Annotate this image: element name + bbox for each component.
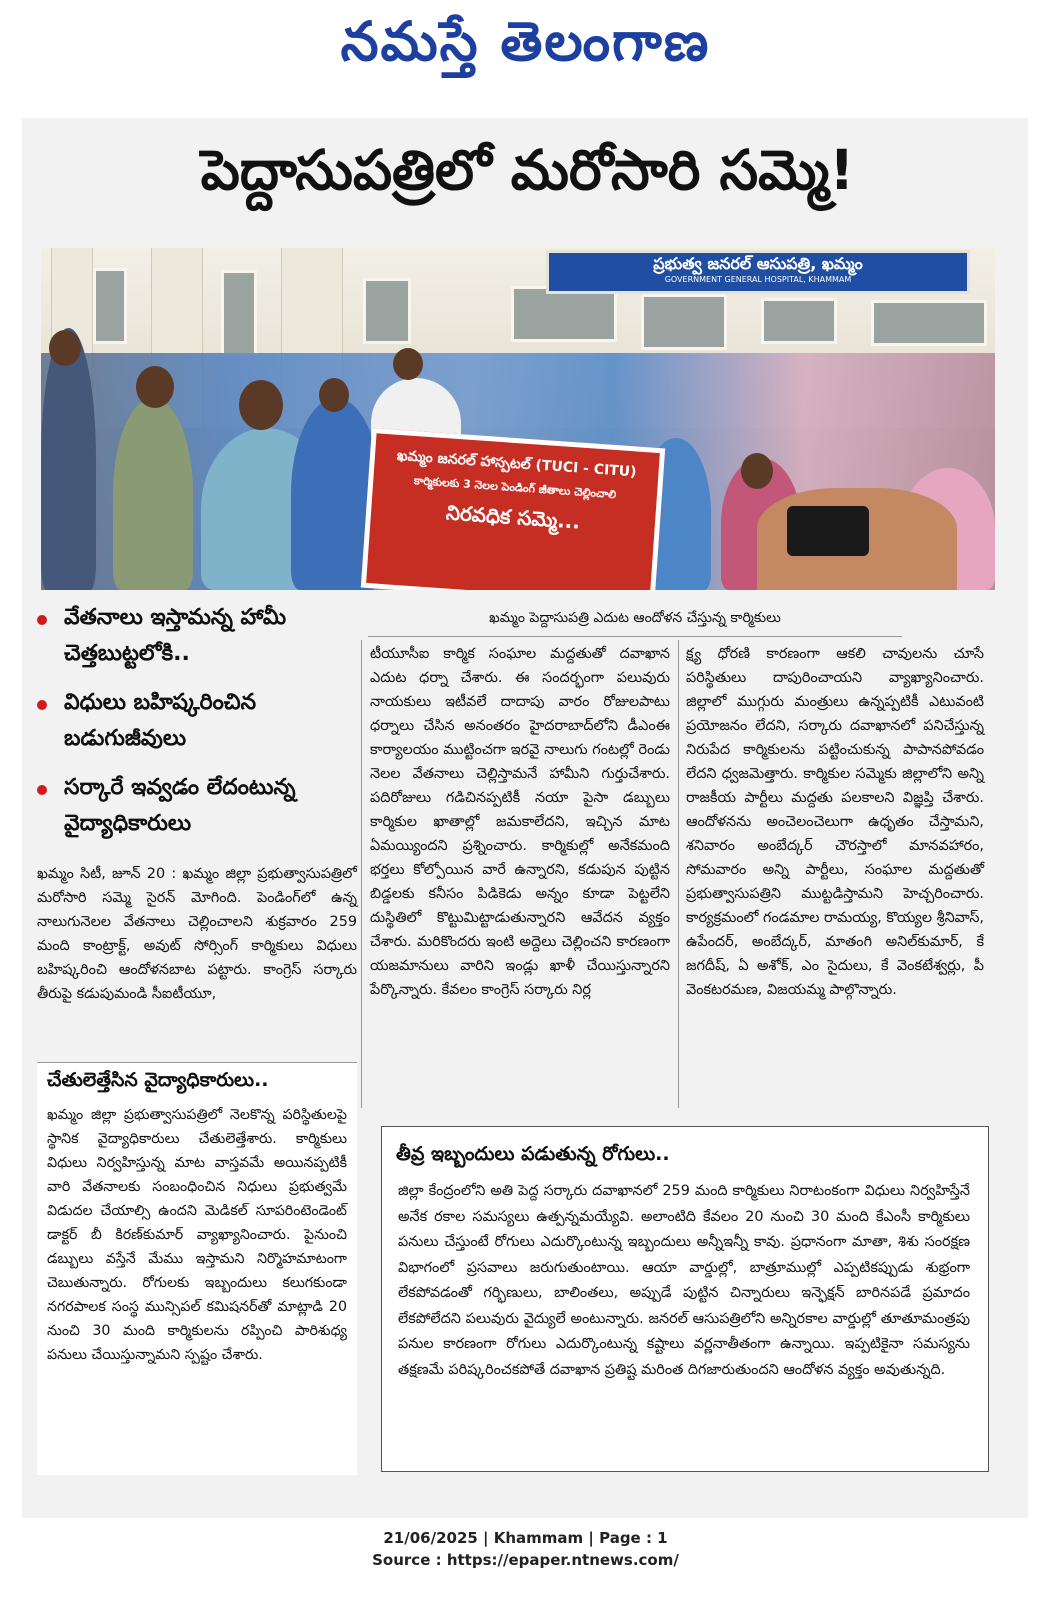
highlight-item: వేతనాలు ఇస్తామన్న హామీ చెత్తబుట్టలోకి.. <box>37 600 357 672</box>
article-photo <box>41 248 995 590</box>
box-body: ఖమ్మం జిల్లా ప్రభుత్వాసుపత్రిలో నెలకొన్న పరిస్థితులపై స్థానిక వైద్యాధికారులు చేతులెత్తేశారు. కార్మికులు విధులు నిర్వహిస్తున్న మాట వాస్తవమే అయినప్పటికీ వారి వేతనాలకు సంబంధించిన నిధులు ప్రభుత్వమే విడుదల చేయాల్సి ఉందని మెడికల్ సూపరింటెండెంట్ డాక్టర్ బీ కిరణ్‌కుమార్ వ్యాఖ్యానించారు. పైనుంచి డబ్బులు వస్తేనే మేము ఇస్తామని నిర్మొహమాటంగా చెబుతున్నారు. రోగులకు ఇబ్బందులు కలుగకుండా నగరపాలక సంస్థ మున్సిపల్ కమిషనర్‌తో మాట్లాడి 20 నుంచి 30 మంది కార్మికులను రప్పించి పారిశుధ్య పనులు చేయిస్తున్నామని స్పష్టం చేశారు. <box>47 1107 347 1363</box>
masthead-logo: నమస్తే తెలంగాణ <box>340 9 711 73</box>
highlight-item: సర్కారే ఇవ్వడం లేదంటున్న వైద్యాధికారులు <box>37 770 357 842</box>
footer-date-edition: 21/06/2025 | Khammam | Page : 1 <box>383 1529 668 1547</box>
box-title: చేతులెత్తేసిన వైద్యాధికారులు.. <box>47 1069 269 1091</box>
footer-source: Source : https://epaper.ntnews.com/ <box>372 1551 679 1569</box>
bullet-icon <box>37 615 47 625</box>
article-column-2: టీయూసీఐ కార్మిక సంఘాల మద్దతుతో దవాఖాన ఎదుట ధర్నా చేశారు. ఈ సందర్భంగా పలువురు నాయకులు ఇటీవలే దాదాపు వారం రోజులపాటు ధర్నాలు చేసిన అనంతరం హైదరాబాద్‌లోని డీఎంఈ కార్యాలయం ముట్టించగా ఇరవై నాలుగు గంటల్లో రెండు నెలల వేతనాలు చెల్లిస్తామనే హామీని గుర్తుచేశారు. పదిరోజులు గడిచినప్పటికీ నయా పైసా డబ్బులు కార్మికుల ఖాతాల్లో జమకాలేదని, ఇచ్చిన మాట ఏమయ్యిందని ప్రశ్నించారు. కార్మికుల్లో అనేకమంది భర్తలు కోల్పోయిన వారే ఉన్నారని, కడుపున పుట్టిన బిడ్డలకు కనీసం పిడికెడు అన్నం కూడా పెట్టలేని దుస్థితిలో కొట్టుమిట్టాడుతున్నారని ఆవేదన వ్యక్తం చేశారు. మరికొందరు ఇంటి అద్దెలు చెల్లించని కారణంగా యజమానులు వారిని ఇండ్లు ఖాళీ చేయిస్తున్నారని పేర్కొన్నారు. కేవలం కాంగ్రెస్ సర్కారు నిర్ల <box>370 646 670 998</box>
sidebar-box-patients <box>381 1126 989 1472</box>
article-column-1: ఖమ్మం సిటీ, జూన్ 20 : ఖమ్మం జిల్లా ప్రభుత్వాసుపత్రిలో మరోసారి సమ్మె సైరన్ మోగింది. పెండింగ్‌లో ఉన్న నాలుగునెలల వేతనాలు చెల్లించాలని శుక్రవారం 259 మంది కాంట్రాక్ట్, అవుట్ సోర్సింగ్ కార్మికులు విధులు బహిష్కరించి ఆందోళనబాట పట్టారు. కాంగ్రెస్ సర్కారు తీరుపై కడుపుమండి సీఐటీయూ, <box>37 866 357 1002</box>
page-footer <box>0 1527 1051 1571</box>
article-column-3: క్ష్య ధోరణి కారణంగా ఆకలి చావులను చూసే పరిస్థితులు దాపురించాయని వ్యాఖ్యానించారు. జిల్లాలో ముగ్గురు మంత్రులు ఉన్నప్పటికీ ఎటువంటి ప్రయోజనం లేదని, సర్కారు దవాఖానలో పనిచేస్తున్న నిరుపేద కార్మికులను పట్టించుకున్న పాపానపోవడం లేదని ధ్వజమెత్తారు. కార్మికుల సమ్మెకు జిల్లాలోని అన్ని రాజకీయ పార్టీలు మద్దతు పలకాలని విజ్ఞప్తి చేశారు. ఆందోళనను అంచెలంచెలుగా ఉధృతం చేస్తామని, శనివారం అంబేద్కర్ చౌరస్తాలో మానవహారం, సోమవారం అన్ని పార్టీలు, సంఘాల మద్దతుతో ప్రభుత్వాసుపత్రిని ముట్టడిస్తామని హెచ్చరించారు. కార్యక్రమంలో గండమాల రామయ్య, కొయ్యల శ్రీనివాస్, ఉపేందర్, అంబేద్కర్, మాతంగి అనిల్‌కుమార్, కే జగదీష్, ఏ అశోక్, ఎం సైదులు, కే వెంకటేశ్వర్లు, పీ వెంకటరమణ, విజయమ్మ పాల్గొన్నారు. <box>686 646 984 998</box>
highlights-list <box>37 600 357 855</box>
phone <box>787 506 869 556</box>
protest-banner: ఖమ్మం జనరల్ హాస్పటల్ (TUCI - CITU) కార్మికులకు 3 నెలల పెండింగ్ జీతాలు చెల్లించాలి నిరవధిక సమ్మె... <box>361 428 665 590</box>
sidebar-box-doctors <box>37 1062 357 1475</box>
box-body: జిల్లా కేంద్రంలోని అతి పెద్ద సర్కారు దవాఖానలో 259 మంది కార్మికులు నిరాటంకంగా విధులు నిర్వహిస్తేనే అనేక రకాల సమస్యలు ఉత్పన్నమయ్యేవి. అలాంటిది కేవలం 20 నుంచి 30 మంది కేఎంసీ కార్మికులు పనులు చేస్తుంటే రోగులు ఎదుర్కొంటున్న ఇబ్బందులు అన్నీఇన్నీ కావు. ప్రధానంగా మాతా, శిశు సంరక్షణ విభాగంలో ప్రసవాలు జరుగుతుంటాయి. ఆయా వార్డుల్లో, బాత్రూముల్లో ఎప్పటికప్పుడు శుభ్రంగా లేకపోవడంతో గర్భిణులు, బాలింతలు, అప్పుడే పుట్టిన చిన్నారులు ఇన్ఫెక్షన్ బారినపడే ప్రమాదం లేకపోలేదని పలువురు వైద్యులే అంటున్నారు. జనరల్ ఆసుపత్రిలోని అన్నిరకాల వార్డుల్లో తూతూమంత్రపు పనుల కారణంగా రోగులు ఎదుర్కొంటున్న కష్టాలు వర్ణనాతీతంగా ఉన్నాయి. ఇప్పటికైనా సమస్యను తక్షణమే పరిష్కరించకపోతే దవాఖాన ప్రతిష్ట మరింత దిగజారుతుందని ఆందోళన వ్యక్తం అవుతున్నది. <box>398 1183 970 1378</box>
hospital-signboard: ప్రభుత్వ జనరల్ ఆసుపత్రి, ఖమ్మం GOVERNMENT GENERAL HOSPITAL, KHAMMAM <box>546 250 970 294</box>
photo-caption: ఖమ్మం పెద్దాసుపత్రి ఎదుట ఆందోళన చేస్తున్న కార్మికులు <box>368 606 902 637</box>
bullet-icon <box>37 785 47 795</box>
box-title: తీవ్ర ఇబ్బందులు పడుతున్న రోగులు.. <box>396 1143 670 1165</box>
bullet-icon <box>37 700 47 710</box>
article-headline: పెద్దాసుపత్రిలో మరోసారి సమ్మె! <box>200 138 855 202</box>
highlight-item: విధులు బహిష్కరించిన బడుగుజీవులు <box>37 685 357 757</box>
